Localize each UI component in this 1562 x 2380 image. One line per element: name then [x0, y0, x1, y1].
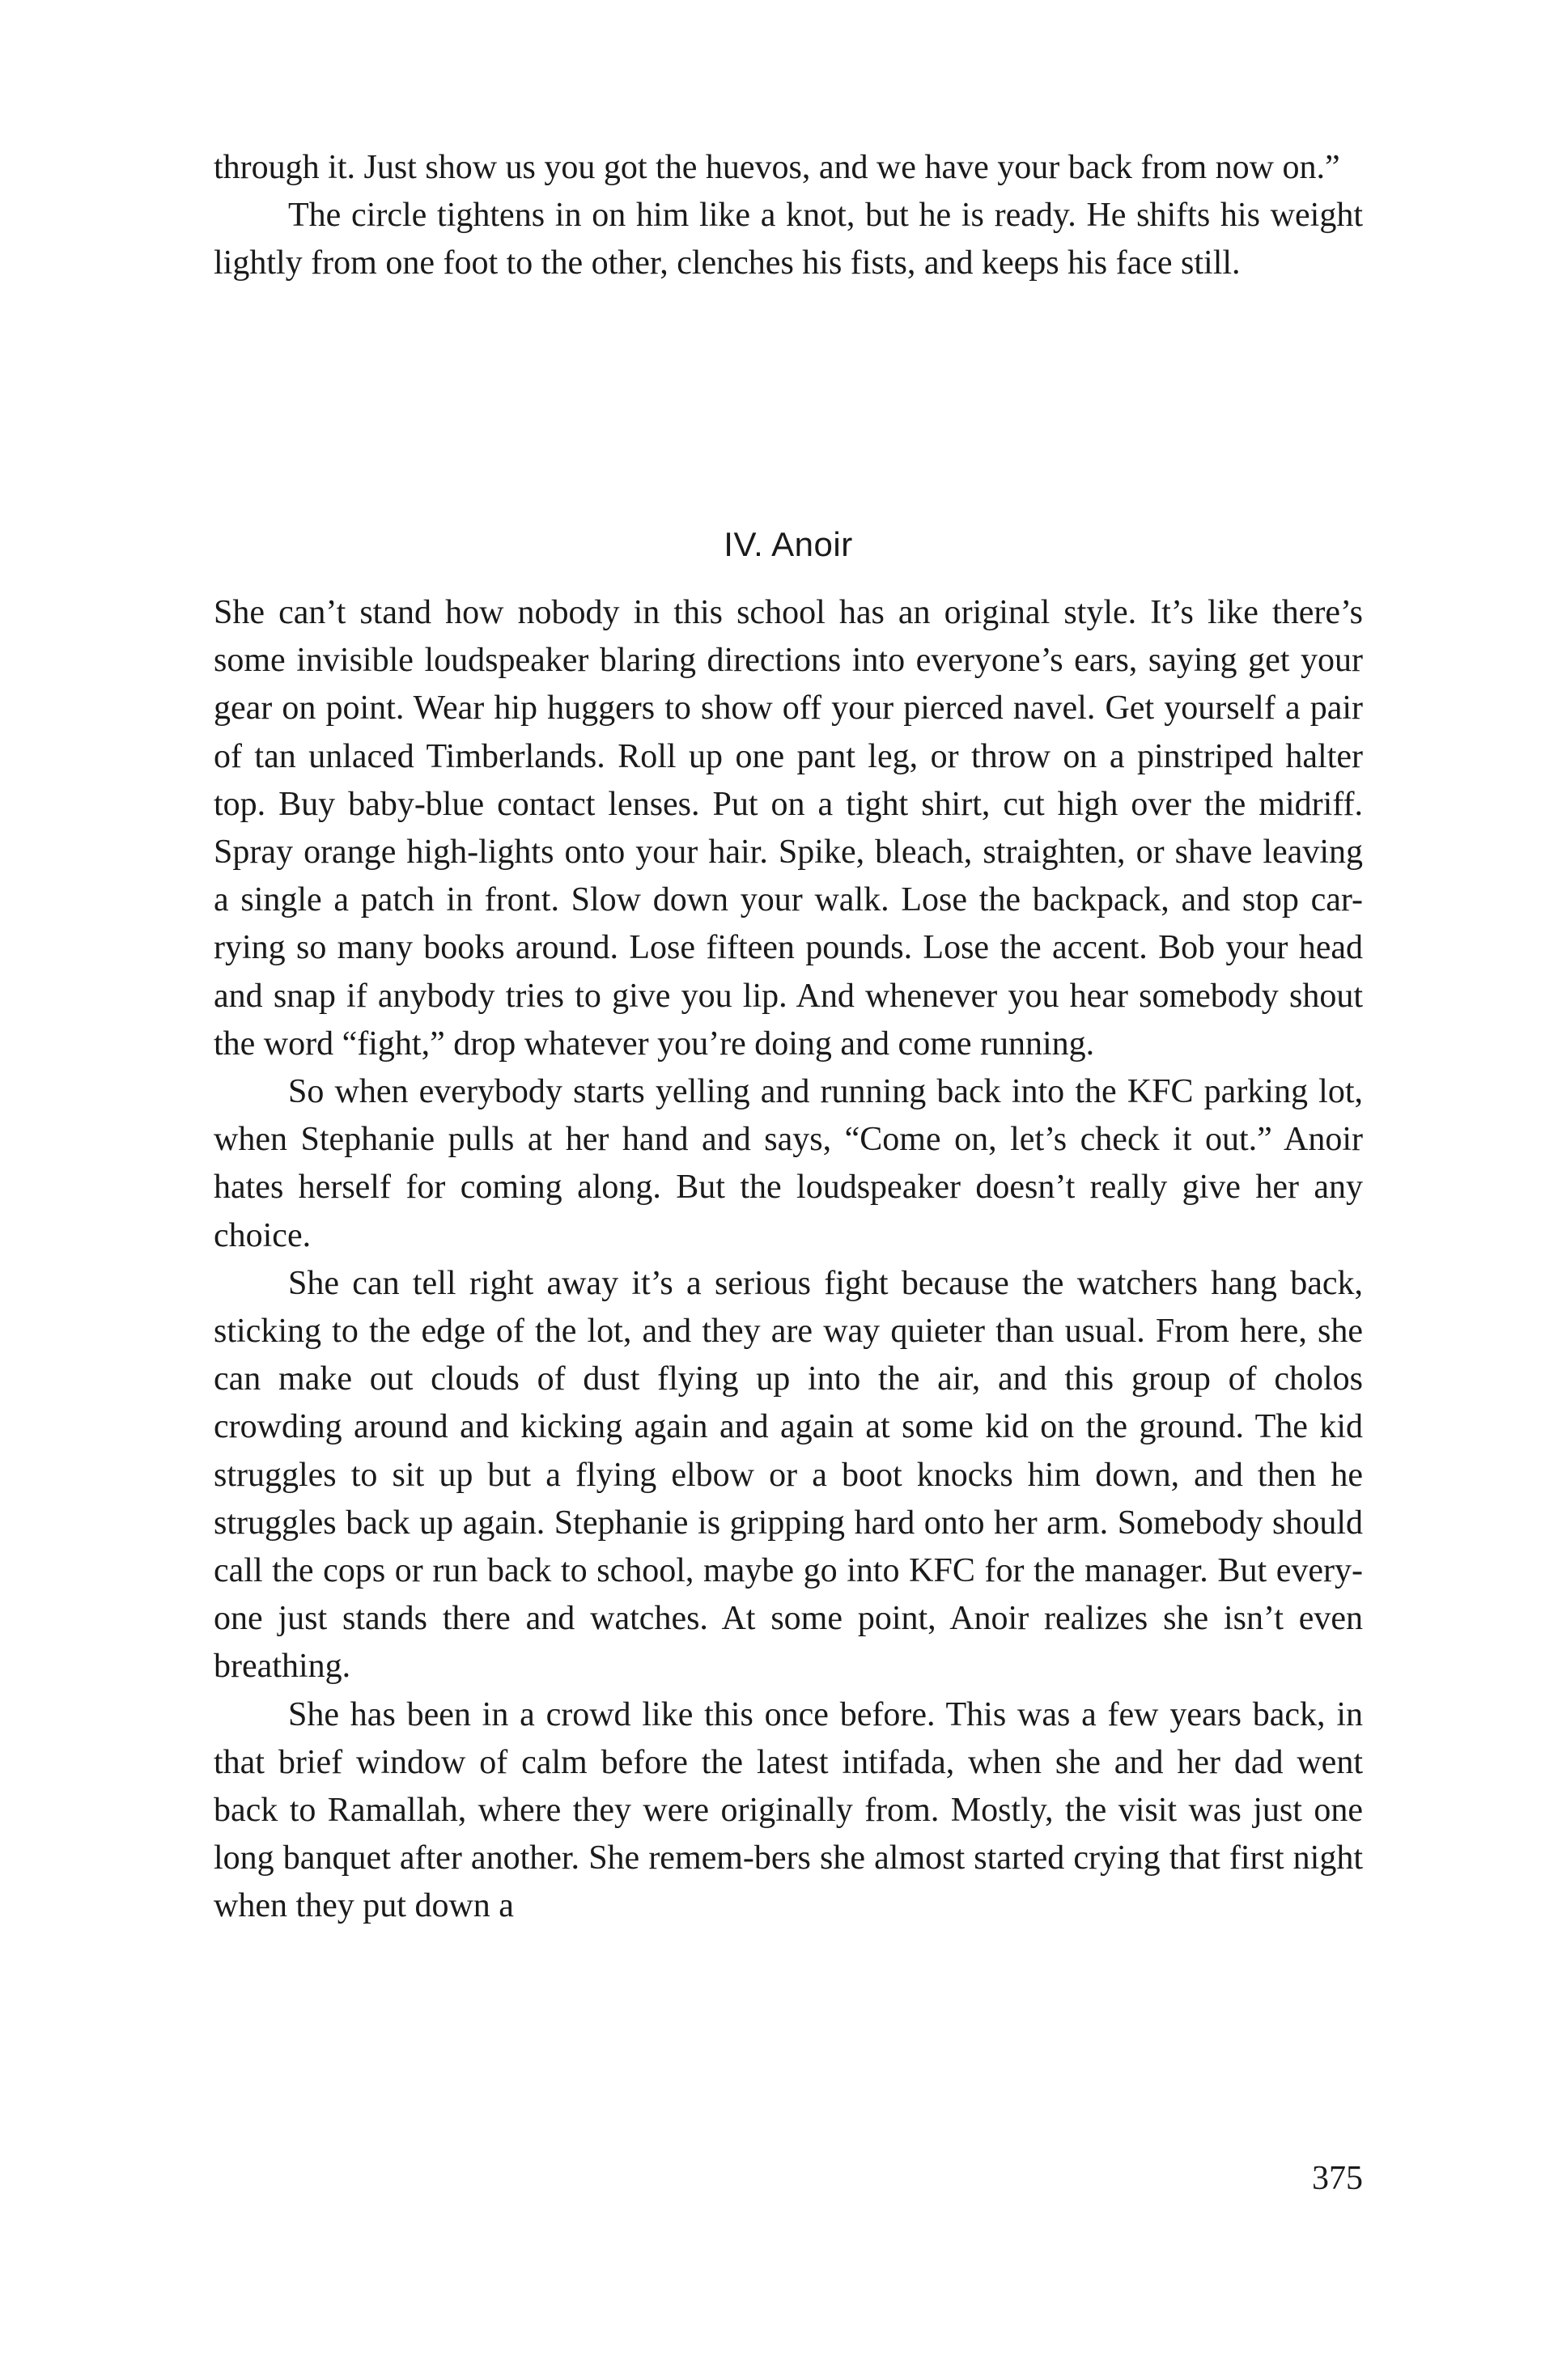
- page-number: 375: [1312, 2160, 1363, 2197]
- paragraph: The circle tightens in on him like a knot, but he is ready. He shifts his weight lightly from one foot to the other, clenches his fists, and keeps his face still.: [214, 197, 1363, 282]
- paragraph: through it. Just show us you got the huevos, and we have your back from now on.”: [214, 149, 1340, 186]
- continued-text-block: [214, 144, 1363, 288]
- section-text-block: [214, 589, 1363, 1931]
- paragraph: So when everybody starts yelling and running back into the KFC parking lot, when Stephanie pulls at her hand and says, “Come on, let’s check it out.” Anoir hates herself for coming along. But the loudspeaker doesn’t really give her any choice.: [214, 1073, 1363, 1254]
- paragraph: She has been in a crowd like this once before. This was a few years back, in that brief window of calm before the latest intifada, when she and her dad went back to Ramallah, where they were originally from. Mostly, the visit was just one long banquet after another. She remem-bers she almost started crying that first night when they put down a: [214, 1695, 1363, 1925]
- paragraph: She can’t stand how nobody in this school has an original style. It’s like there’s some invisible loudspeaker blaring directions into everyone’s ears, saying get your gear on point. Wear hip huggers to show off your pierced navel. Get yourself a pair of tan unlaced Timberlands. Roll up one pant leg, or throw on a pinstriped halter top. Buy baby-blue contact lenses. Put on a tight shirt, cut high over the midriff. Spray orange high-lights onto your hair. Spike, bleach, straighten, or shave leaving a single a patch in front. Slow down your walk. Lose the backpack, and stop car-rying so many books around. Lose fifteen pounds. Lose the accent. Bob your head and snap if anybody tries to give you lip. And whenever you hear somebody shout the word “fight,” drop whatever you’re doing and come running.: [214, 594, 1363, 1063]
- paragraph: She can tell right away it’s a serious fight because the watchers hang back, sticking to the edge of the lot, and they are way quieter than usual. From here, she can make out clouds of dust flying up into the air, and this group of cholos crowding around and kicking again and again at some kid on the ground. The kid struggles to sit up but a flying elbow or a boot knocks him down, and then he struggles back up again. Stephanie is gripping hard onto her arm. Somebody should call the cops or run back to school, maybe go into KFC for the manager. But every-one just stands there and watches. At some point, Anoir realizes she isn’t even breathing.: [214, 1264, 1363, 1686]
- section-heading: IV. Anoir: [724, 525, 853, 563]
